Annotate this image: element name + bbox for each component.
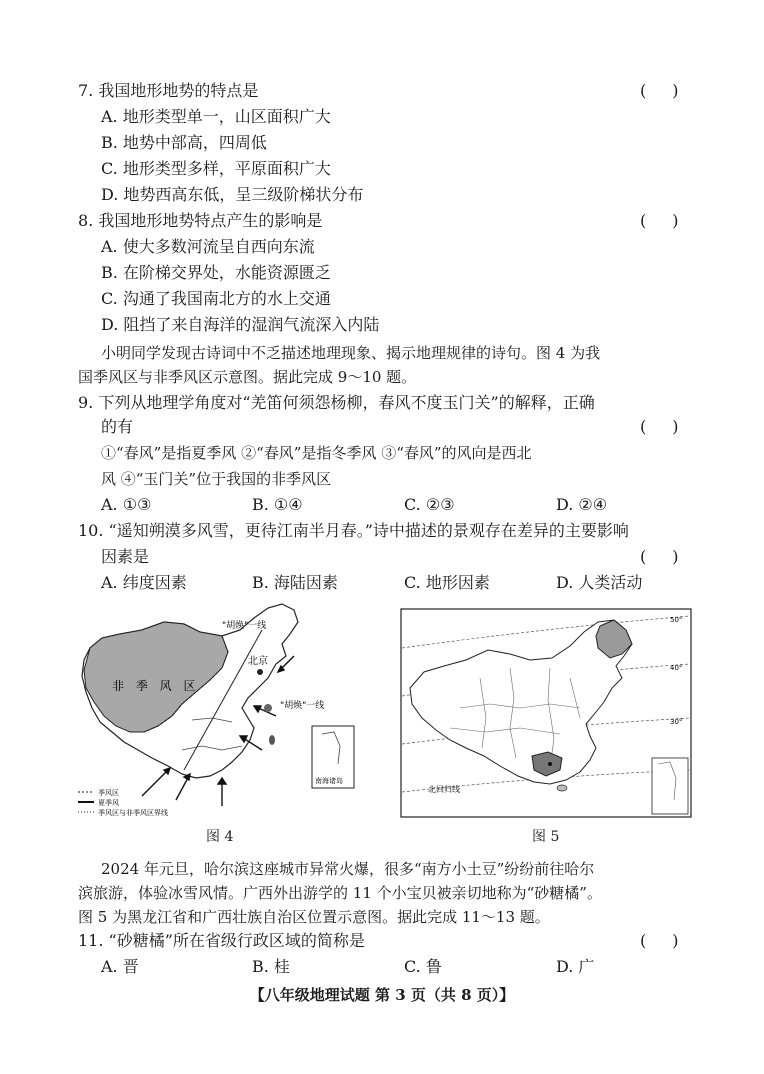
q7-option-b: B. 地势中部高，四周低 (101, 133, 267, 152)
question-7 (0, 78, 764, 104)
page-footer: 【八年级地理试题 第 3 页（共 8 页）】 (249, 986, 515, 1004)
figure-4-caption: 图 4 (206, 829, 234, 845)
inset-label: 南海诸岛 (315, 777, 343, 785)
q9-statements-line-2: 风 ④“玉门关”位于我国的非季风区 (101, 470, 332, 488)
q8-option-d: D. 阻挡了来自海洋的湿润气流深入内陆 (101, 315, 380, 334)
lat-tick: 50° (670, 616, 683, 624)
lat-tick: 30° (670, 718, 683, 726)
figure-5-province-map (400, 608, 692, 818)
q10-option-d: D. 人类活动 (556, 573, 643, 592)
q9-option-d: D. ②④ (556, 495, 608, 514)
question-8 (0, 208, 764, 234)
question-10-stem-line-2: 因素是 (101, 547, 150, 566)
question-11 (0, 928, 764, 954)
tropic-label: 北回归线 (428, 785, 460, 794)
q11-options (0, 954, 764, 980)
q9-option-b: B. ①④ (252, 495, 303, 514)
q8-option-b: B. 在阶梯交界处，水能资源匮乏 (101, 263, 331, 282)
q11-option-d: D. 广 (556, 957, 595, 976)
q9-option-a: A. ①③ (101, 495, 152, 514)
beijing-marker (257, 669, 263, 675)
question-8-stem: 8. 我国地形地势特点产生的影响是 (78, 211, 323, 230)
figure-4-monsoon-map (72, 600, 372, 822)
q10-option-a: A. 纬度因素 (101, 573, 187, 592)
q9-statements-line-1: ①“春风”是指夏季风 ②“春风”是指冬季风 ③“春风”的风向是西北 (101, 444, 532, 462)
nanning-marker (548, 762, 552, 766)
q10-option-b: B. 海陆因素 (252, 573, 338, 592)
passage-1-line-2: 国季风区与非季风区示意图。据此完成 9～10 题。 (78, 368, 417, 386)
q9-option-c: C. ②③ (404, 495, 455, 514)
q7-option-d: D. 地势西高东低，呈三级阶梯状分布 (101, 185, 364, 204)
q7-option-c: C. 地形类型多样，平原面积广大 (101, 159, 331, 178)
figure-4-legend (78, 788, 168, 817)
answer-blank (640, 544, 692, 570)
q8-option-c: C. 沟通了我国南北方的水上交通 (101, 289, 331, 308)
passage-2-line-1: 2024 年元旦，哈尔滨这座城市异常火爆，很多“南方小土豆”纷纷前往哈尔 (101, 860, 595, 878)
lat-tick: 40° (670, 664, 683, 672)
q9-options (0, 492, 764, 518)
hu-line-label-1: "胡焕"一线 (222, 621, 267, 631)
non-monsoon-label: 非 季 风 区 (112, 679, 200, 693)
figure-5-caption: 图 5 (532, 829, 560, 845)
taiwan-island (269, 735, 275, 745)
answer-blank (640, 208, 692, 234)
hu-line-label-2: "胡焕"一线 (280, 701, 325, 711)
q11-option-c: C. 鲁 (404, 957, 442, 976)
answer-blank (640, 78, 692, 104)
question-9 (0, 414, 764, 440)
q11-option-a: A. 晋 (101, 957, 139, 976)
question-10-stem-line-1: 10. “遥知朔漠多风雪，更待江南半月春。”诗中描述的景观存在差异的主要影响 (78, 521, 629, 540)
q11-option-b: B. 桂 (252, 957, 290, 976)
passage-1-line-1: 小明同学发现古诗词中不乏描述地理现象、揭示地理规律的诗句。图 4 为我 (101, 344, 601, 362)
answer-blank (640, 414, 692, 440)
q10-option-c: C. 地形因素 (404, 573, 490, 592)
q10-options (0, 570, 764, 596)
answer-blank (640, 928, 692, 954)
question-9-stem-line-1: 9. 下列从地理学角度对“羌笛何须怨杨柳，春风不度玉门关”的解释，正确 (78, 393, 595, 412)
legend-item-3: 季风区与非季风区界线 (98, 809, 168, 817)
passage-2-line-2: 滨旅游，体验冰雪风情。广西外出游学的 11 个小宝贝被亲切地称为“砂糖橘”。 (78, 884, 602, 902)
beijing-label: 北京 (248, 656, 268, 667)
question-9-stem-line-2: 的有 (101, 417, 134, 436)
question-10 (0, 544, 764, 570)
q7-option-a: A. 地形类型单一，山区面积广大 (101, 107, 331, 126)
south-china-sea-inset (652, 758, 688, 814)
legend-item-1: 季风区 (98, 789, 119, 797)
question-11-stem: 11. “砂糖橘”所在省级行政区域的简称是 (78, 931, 365, 950)
city-marker (264, 704, 272, 712)
question-7-stem: 7. 我国地形地势的特点是 (78, 81, 259, 100)
q8-option-a: A. 使大多数河流呈自西向东流 (101, 237, 315, 256)
passage-2-line-3: 图 5 为黑龙江省和广西壮族自治区位置示意图。据此完成 11～13 题。 (78, 908, 550, 926)
hainan-island (557, 785, 567, 791)
legend-item-2: 夏季风 (98, 799, 119, 807)
